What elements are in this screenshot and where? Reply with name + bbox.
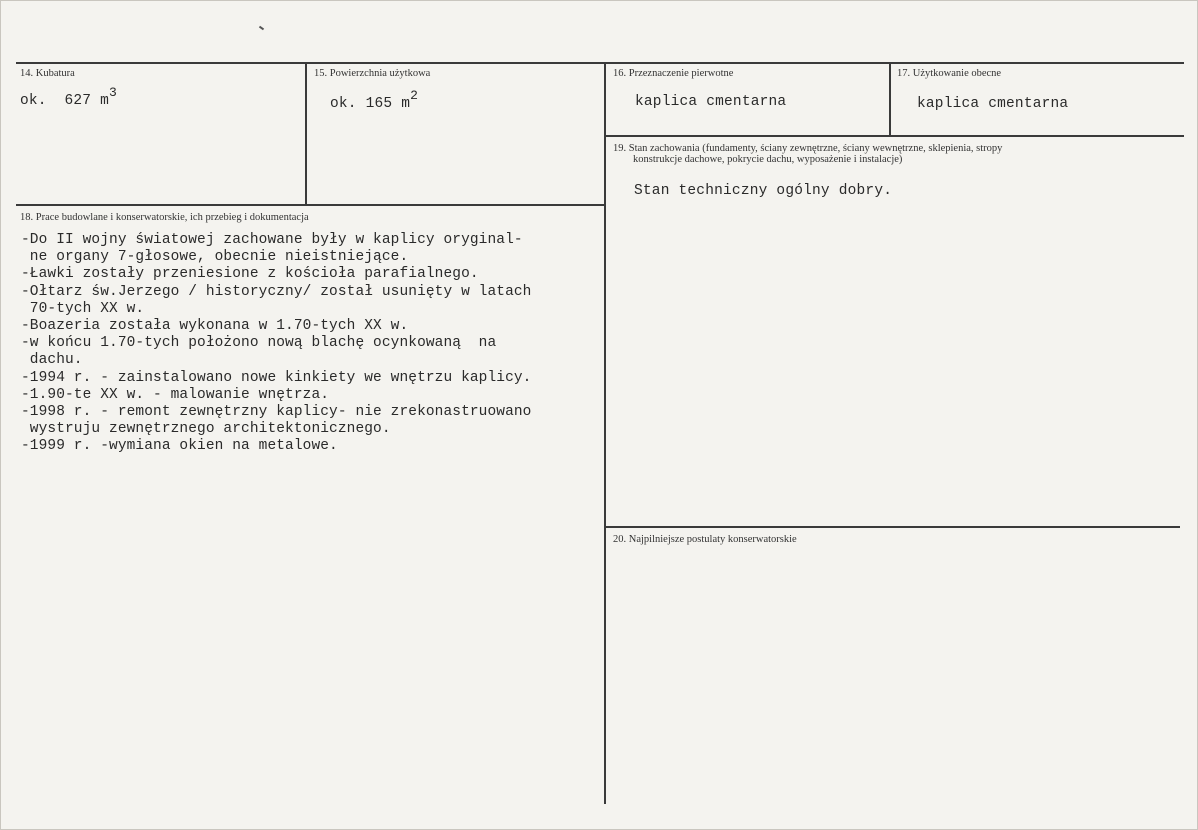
prace-line: wystruju zewnętrznego architektonicznego.	[21, 421, 391, 438]
prace-line: -w końcu 1.70-tych położono nową blachę ocynkowaną na	[21, 335, 497, 352]
label-powierzchnia: 15. Powierzchnia użytkowa	[314, 68, 431, 79]
value-powierzchnia-exp: 2	[410, 88, 419, 103]
prace-line: -Boazeria została wykonana w 1.70-tych XX w.	[21, 318, 409, 335]
label-stan-line1: 19. Stan zachowania (fundamenty, ściany zewnętrzne, ściany wewnętrzne, sklepienia, stropy	[613, 143, 1003, 154]
rule-box19-top	[606, 135, 1184, 137]
prace-line: dachu.	[21, 352, 83, 369]
label-przeznaczenie: 16. Przeznaczenie pierwotne	[613, 68, 734, 79]
divider-16-17	[889, 62, 891, 135]
prace-line: -Ławki zostały przeniesione z kościoła parafialnego.	[21, 266, 479, 283]
prace-line: -1999 r. -wymiana okien na metalowe.	[21, 438, 338, 455]
prace-line: -1998 r. - remont zewnętrzny kaplicy- nie zrekonastruowano	[21, 404, 532, 421]
value-uzytkowanie: kaplica cmentarna	[917, 96, 1069, 112]
value-stan: Stan techniczny ogólny dobry.	[634, 183, 893, 199]
top-rule-right	[606, 62, 1184, 64]
rule-box20-top	[606, 526, 1180, 528]
rule-box18-top	[16, 204, 606, 206]
divider-main	[604, 62, 606, 804]
prace-line: -1994 r. - zainstalowano nowe kinkiety we wnętrzu kaplicy.	[21, 369, 532, 386]
prace-line: -Do II wojny światowej zachowane były w kaplicy oryginal-	[21, 232, 523, 248]
label-uzytkowanie: 17. Użytkowanie obecne	[897, 68, 1002, 79]
value-kubatura-text: ok. 627 m	[20, 93, 110, 109]
prace-list	[21, 232, 531, 456]
label-prace: 18. Prace budowlane i konserwatorskie, ich przebieg i dokumentacja	[20, 212, 309, 223]
prace-line: 70-tych XX w.	[21, 300, 145, 317]
value-kubatura-exp: 3	[109, 85, 118, 100]
divider-14-15	[305, 62, 307, 204]
label-stan-line2: konstrukcje dachowe, pokrycie dachu, wyposażenie i instalacje)	[633, 154, 903, 165]
value-przeznaczenie: kaplica cmentarna	[635, 94, 787, 110]
label-kubatura: 14. Kubatura	[20, 68, 75, 79]
prace-line: ne organy 7-głosowe, obecnie nieistniejące.	[21, 249, 409, 266]
ink-mark	[259, 26, 264, 31]
value-powierzchnia-text: ok. 165 m	[330, 96, 411, 112]
prace-line: -Ołtarz św.Jerzego / historyczny/ został usunięty w latach	[21, 283, 532, 300]
value-kubatura	[20, 85, 118, 109]
top-rule-left	[16, 62, 606, 64]
prace-line: -1.90-te XX w. - malowanie wnętrza.	[21, 386, 330, 403]
value-powierzchnia	[330, 88, 419, 112]
label-postulaty: 20. Najpilniejsze postulaty konserwatorskie	[613, 534, 797, 545]
